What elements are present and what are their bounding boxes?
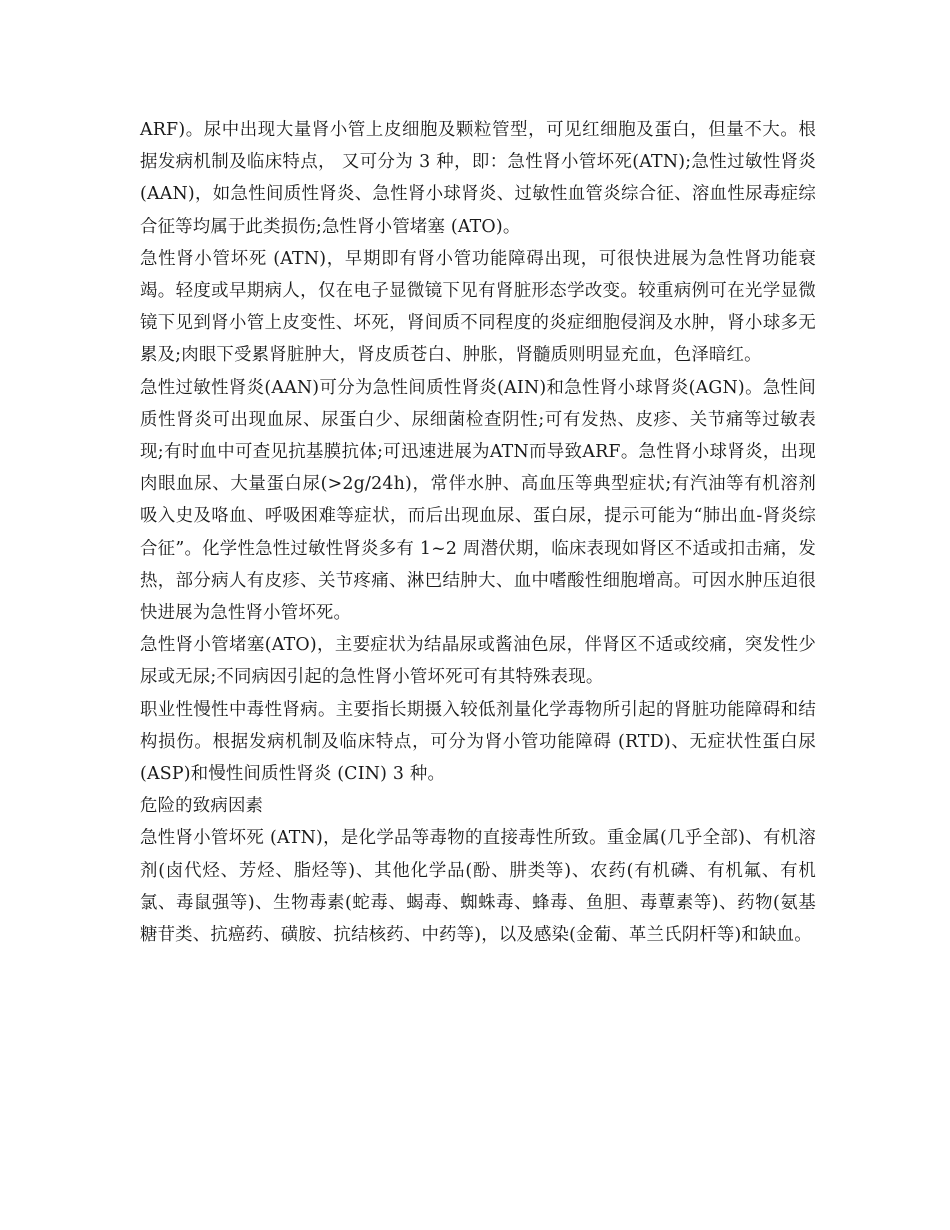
paragraph-arf-classification: ARF)。尿中出现大量肾小管上皮细胞及颗粒管型，可见红细胞及蛋白，但量不大。根据发病机制及临床特点， 又可分为 3 种，即：急性肾小管坏死(ATN);急性过敏性肾炎(AAN)，如急性间质性肾炎、急性肾小球肾炎、过敏性血管炎综合征、溶血性尿毒症综合征等均属于此类损伤;急性肾小管堵塞 (ATO)。 xyxy=(140,120,816,237)
document-body xyxy=(140,114,816,951)
paragraph-atn-causes: 急性肾小管坏死 (ATN)，是化学品等毒物的直接毒性所致。重金属(几乎全部)、有机溶剂(卤代烃、芳烃、脂烃等)、其他化学品(酚、肼类等)、农药(有机磷、有机氟、有机氯、毒鼠强等)、生物毒素(蛇毒、蝎毒、蜘蛛毒、蜂毒、鱼胆、毒蕈素等)、药物(氨基糖苷类、抗癌药、磺胺、抗结核药、中药等)，以及感染(金葡、革兰氏阴杆等)和缺血。 xyxy=(140,828,816,946)
paragraph-atn: 急性肾小管坏死 (ATN)，早期即有肾小管功能障碍出现，可很快进展为急性肾功能衰竭。轻度或早期病人，仅在电子显微镜下见有肾脏形态学改变。较重病例可在光学显微镜下见到肾小管上皮变性、坏死，肾间质不同程度的炎症细胞侵润及水肿，肾小球多无累及;肉眼下受累肾脏肿大，肾皮质苍白、肿胀，肾髓质则明显充血，色泽暗红。 xyxy=(140,248,816,366)
paragraph-chronic-nephropathy: 职业性慢性中毒性肾病。主要指长期摄入较低剂量化学毒物所引起的肾脏功能障碍和结构损伤。根据发病机制及临床特点，可分为肾小管功能障碍 (RTD)、无症状性蛋白尿 (ASP)和慢性间质性肾炎 (CIN) 3 种。 xyxy=(140,699,816,785)
section-heading-risk-factors: 危险的致病因素 xyxy=(140,796,264,817)
paragraph-ato: 急性肾小管堵塞(ATO)，主要症状为结晶尿或酱油色尿，伴肾区不适或绞痛，突发性少尿或无尿;不同病因引起的急性肾小管坏死可有其特殊表现。 xyxy=(140,635,816,688)
paragraph-aan: 急性过敏性肾炎(AAN)可分为急性间质性肾炎(AIN)和急性肾小球肾炎(AGN)。急性间质性肾炎可出现血尿、尿蛋白少、尿细菌检查阴性;可有发热、皮疹、关节痛等过敏表现;有时血中可查见抗基膜抗体;可迅速进展为ATN而导致ARF。急性肾小球肾炎，出现肉眼血尿、大量蛋白尿(>2g/24h)，常伴水肿、高血压等典型症状;有汽油等有机溶剂吸入史及咯血、呼吸困难等症状，而后出现血尿、蛋白尿，提示可能为“肺出血-肾炎综合征”。化学性急性过敏性肾炎多有 1~2 周潜伏期，临床表现如肾区不适或扣击痛，发热，部分病人有皮疹、关节疼痛、淋巴结肿大、血中嗜酸性细胞增高。可因水肿压迫很快进展为急性肾小管坏死。 xyxy=(140,377,816,624)
